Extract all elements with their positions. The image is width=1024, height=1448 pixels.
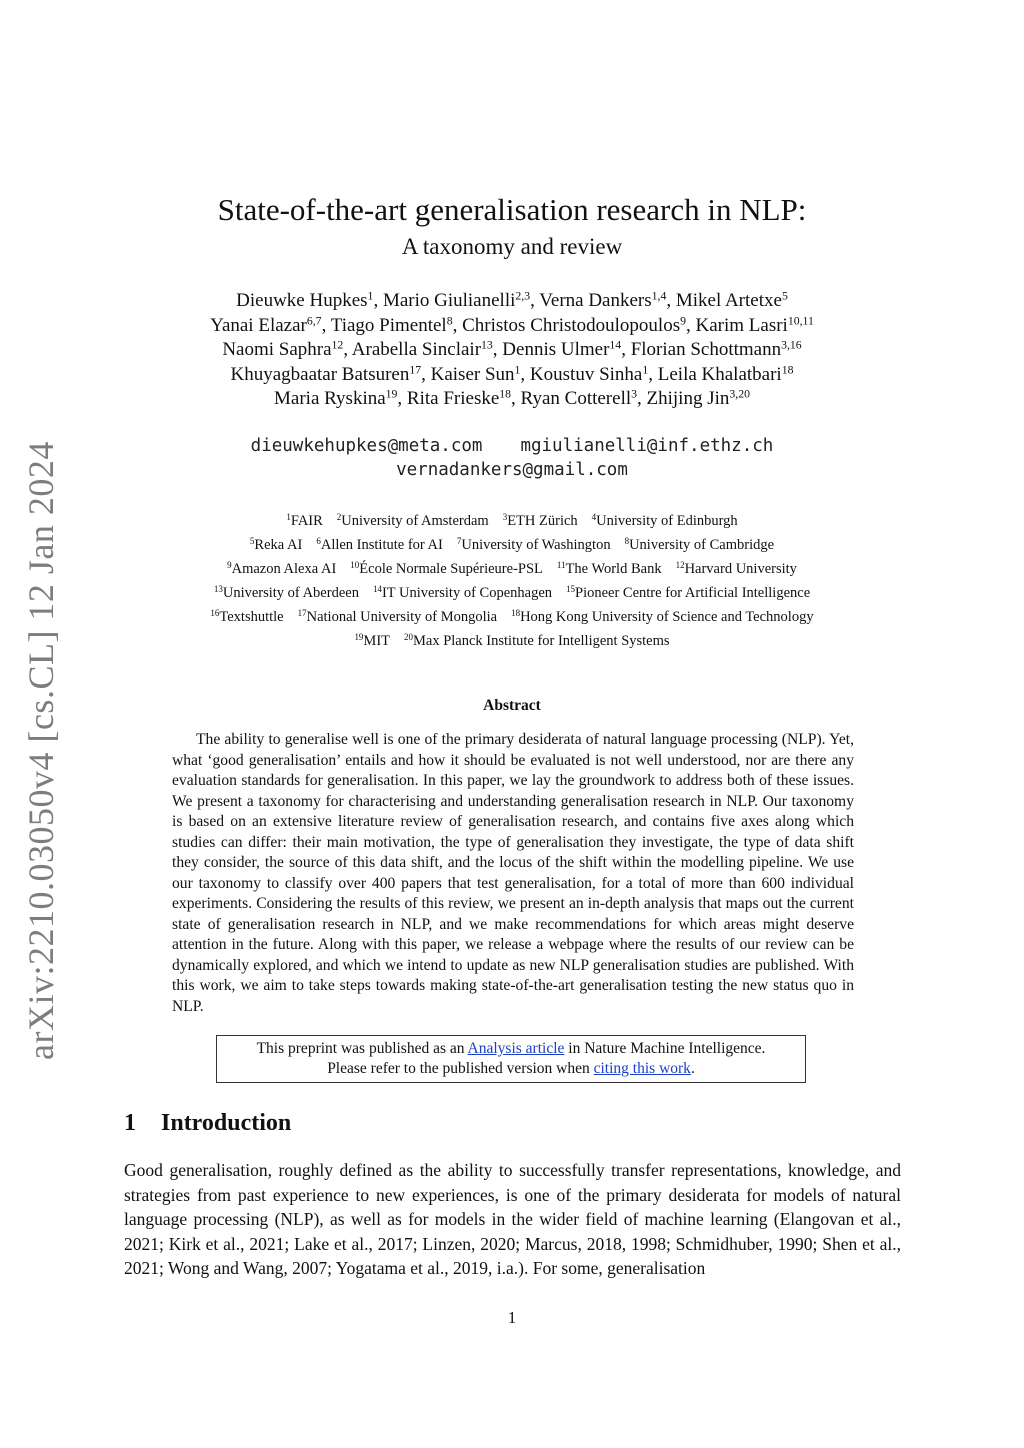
affiliation-marker: 17 — [297, 608, 307, 619]
author-affiliation-marker: 18 — [781, 363, 794, 377]
affiliation-marker: 13 — [213, 584, 223, 595]
author-affiliation-marker: 19 — [385, 387, 398, 401]
author-affiliation-marker: 14 — [609, 338, 622, 352]
author-name: Mario Giulianelli$^{2,3}$ — [382, 289, 531, 311]
author-name: Koustuv Sinha$^1$ — [529, 363, 649, 385]
affiliation-item: $^{17}$National University of Mongolia — [297, 608, 498, 625]
affiliation-item: $^{12}$Harvard University — [675, 560, 797, 577]
affiliation-marker: 20 — [404, 632, 413, 643]
affiliation-item: $^{19}$MIT — [354, 632, 391, 649]
author-affiliation-marker: 1 — [642, 363, 649, 377]
author-name: Dieuwke Hupkes$^1$ — [236, 289, 374, 311]
author-affiliation-marker: 13 — [481, 338, 493, 352]
publication-notice — [216, 1035, 806, 1083]
notice-text: Please refer to the published version when — [327, 1060, 594, 1077]
affiliation-item: $^4$University of Edinburgh — [591, 512, 738, 529]
email-address[interactable]: vernadankers@gmail.com — [396, 460, 628, 480]
affiliation-marker: 18 — [511, 608, 521, 619]
affiliation-list — [0, 509, 1024, 653]
affiliation-item: $^3$ETH Zürich — [502, 512, 578, 529]
author-name: Rita Frieske$^{18}$ — [406, 387, 512, 409]
author-name: Khuyagbaatar Batsuren$^{17}$ — [230, 363, 422, 385]
affiliation-marker: 9 — [227, 560, 232, 571]
section-title: Introduction — [161, 1110, 292, 1136]
paper-title: State-of-the-art generalisation research in NLP: — [217, 192, 807, 227]
author-list: Dieuwke Hupkes$^1$, Mario Giulianelli$^{2,3}$, Verna Dankers$^{1,4}$, Mikel Artetxe$^5$ Yanai Elazar$^{6,7}$, Tiago Pimentel$^8$, Christos Christodoulopoulos$^9$, Karim Lasri$^{10,11}$ Naomi Saphra$^{12}$, Arabella Sinclair$^{13}$, Dennis Ulmer$^{14}$, Florian Schottmann$^{3,16}$ Khuyagbaatar Batsuren$^{17}$, Kaiser Sun$^1$, Koustuv Sinha$^1$, Leila Khalatbari$^{18}$ Maria Ryskina$^{19}$, Rita Frieske$^{18}$, Ryan Cotterell$^3$, Zhijing Jin$^{3,20}$ — [210, 289, 814, 409]
affiliation-marker: 16 — [210, 608, 220, 619]
author-name: Zhijing Jin$^{3,20}$ — [646, 387, 750, 409]
author-name: Christos Christodoulopoulos$^9$ — [462, 314, 686, 336]
author-name: Ryan Cotterell$^3$ — [520, 387, 638, 409]
analysis-article-link[interactable]: Analysis article — [467, 1040, 565, 1057]
affiliation-marker: 1 — [286, 512, 291, 523]
author-affiliation-marker: 6,7 — [306, 314, 322, 328]
affiliation-item: $^{11}$The World Bank — [556, 560, 662, 577]
notice-text: in Nature Machine Intelligence. — [564, 1040, 766, 1057]
author-affiliation-marker: 1 — [367, 289, 374, 303]
author-name: Mikel Artetxe$^5$ — [675, 289, 788, 311]
affiliation-marker: 8 — [624, 536, 630, 547]
affiliation-marker: 2 — [336, 512, 342, 523]
email-address[interactable]: mgiulianelli@inf.ethz.ch — [520, 436, 774, 456]
author-affiliation-marker: 10,11 — [787, 314, 814, 328]
author-affiliation-marker: 9 — [680, 314, 686, 328]
affiliation-marker: 14 — [372, 584, 382, 595]
author-affiliation-marker: 12 — [331, 338, 344, 352]
author-affiliation-marker: 1,4 — [651, 289, 667, 303]
author-name: Maria Ryskina$^{19}$ — [274, 387, 398, 409]
affiliation-item: $^{10}$École Normale Supérieure-PSL — [350, 560, 543, 577]
affiliation-marker: 7 — [456, 536, 462, 547]
author-affiliation-marker: 8 — [446, 314, 453, 328]
author-affiliation-marker: 1 — [514, 363, 521, 377]
paper-subtitle: A taxonomy and review — [401, 234, 623, 259]
author-name: Tiago Pimentel$^8$ — [330, 314, 453, 336]
author-name: Naomi Saphra$^{12}$ — [222, 338, 344, 360]
affiliation-marker: 6 — [316, 536, 321, 547]
affiliation-item: $^2$University of Amsterdam — [336, 512, 489, 529]
affiliation-item: $^6$Allen Institute for AI — [316, 536, 443, 553]
affiliation-item: $^{18}$Hong Kong University of Science and Technology — [511, 608, 814, 625]
section-number: 1 — [124, 1110, 136, 1136]
email-block — [0, 434, 1024, 482]
affiliation-item: $^{14}$IT University of Copenhagen — [372, 584, 553, 601]
affiliation-item: $^{15}$Pioneer Centre for Artificial Intelligence — [566, 584, 811, 601]
affiliation-marker: 15 — [566, 584, 575, 595]
affiliation-item: $^7$University of Washington — [456, 536, 611, 553]
notice-text: . — [690, 1060, 695, 1077]
page-number: 1 — [507, 1308, 517, 1327]
arxiv-identifier: arXiv:2210.03050v4 [cs.CL] 12 Jan 2024 — [21, 441, 61, 1060]
notice-text: This preprint was published as an — [256, 1040, 468, 1057]
author-affiliation-marker: 2,3 — [515, 289, 531, 303]
author-name: Yanai Elazar$^{6,7}$ — [210, 314, 322, 336]
abstract-heading: Abstract — [483, 697, 541, 714]
intro-paragraph: Good generalisation, roughly defined as the ability to successfully transfer representations, knowledge, and strategies from past experience to new experiences, is one of the primary desiderata for models of natural language processing (NLP), as well as for models in the wider field of machine learning (Elangovan et al., 2021; Kirk et al., 2021; Lake et al., 2017; Linzen, 2020; Marcus, 2018, 1998; Schmidhuber, 1990; Shen et al., 2021; Wong and Wang, 2007; Yogatama et al., 2019, i.a.). For some, generalisation — [124, 1160, 901, 1278]
affiliation-item: $^{13}$University of Aberdeen — [213, 584, 359, 601]
affiliation-item: $^8$University of Cambridge — [624, 536, 775, 553]
author-affiliation-marker: 3,20 — [729, 387, 750, 401]
abstract-text: The ability to generalise well is one of the primary desiderata of natural language processing (NLP). Yet, what ‘good generalisation’ entails and how it should be evaluated is not well understood, nor are there any evaluation standards for generalisation. In this paper, we lay the groundwork to address both of these issues. We present a taxonomy for characterising and understanding generalisation research in NLP. Our taxonomy is based on an extensive literature review of generalisation research, and contains five axes along which studies can differ: their main motivation, the type of generalisation they investigate, the type of data shift they consider, the source of this data shift, and the locus of the shift within the modelling pipeline. We use our taxonomy to classify over 400 papers that test generalisation, for a total of more than 600 individual experiments. Considering the results of this review, we present an in-depth analysis that maps out the current state of generalisation research in NLP, and we make recommendations for which areas might deserve attention in the future. Along with this paper, we release a webpage where the results of our review can be dynamically explored, and which we intend to update as new NLP generalisation studies are published. With this work, we aim to take steps towards making state-of-the-art generalisation testing the new status quo in NLP. — [172, 731, 854, 1015]
author-affiliation-marker: 3,16 — [781, 338, 802, 352]
affiliation-item: $^{16}$Textshuttle — [210, 608, 284, 625]
affiliation-marker: 4 — [591, 512, 597, 523]
author-name: Verna Dankers$^{1,4}$ — [539, 289, 667, 311]
author-name: Florian Schottmann$^{3,16}$ — [630, 338, 802, 360]
affiliation-item: $^1$FAIR — [286, 512, 323, 529]
author-affiliation-marker: 5 — [781, 289, 788, 303]
author-affiliation-marker: 17 — [409, 363, 422, 377]
section-heading — [124, 1110, 291, 1137]
author-name: Karim Lasri$^{10,11}$ — [695, 314, 814, 336]
email-address[interactable]: dieuwkehupkes@meta.com — [250, 436, 483, 456]
author-name: Leila Khalatbari$^{18}$ — [657, 363, 794, 385]
affiliation-marker: 19 — [354, 632, 364, 643]
author-affiliation-marker: 3 — [631, 387, 638, 401]
affiliation-marker: 10 — [350, 560, 360, 571]
author-name: Arabella Sinclair$^{13}$ — [351, 338, 493, 360]
author-affiliation-marker: 18 — [499, 387, 512, 401]
citing-this-work-link[interactable]: citing this work — [593, 1060, 691, 1077]
affiliation-marker: 11 — [556, 560, 566, 571]
affiliation-item: $^5$Reka AI — [249, 536, 303, 553]
author-name: Kaiser Sun$^1$ — [430, 363, 521, 385]
author-name: Dennis Ulmer$^{14}$ — [502, 338, 622, 360]
affiliation-marker: 12 — [675, 560, 685, 571]
affiliation-marker: 5 — [249, 536, 255, 547]
affiliation-item: $^{20}$Max Planck Institute for Intelligent Systems — [404, 632, 670, 649]
affiliation-marker: 3 — [502, 512, 508, 523]
affiliation-item: $^9$Amazon Alexa AI — [227, 560, 337, 577]
